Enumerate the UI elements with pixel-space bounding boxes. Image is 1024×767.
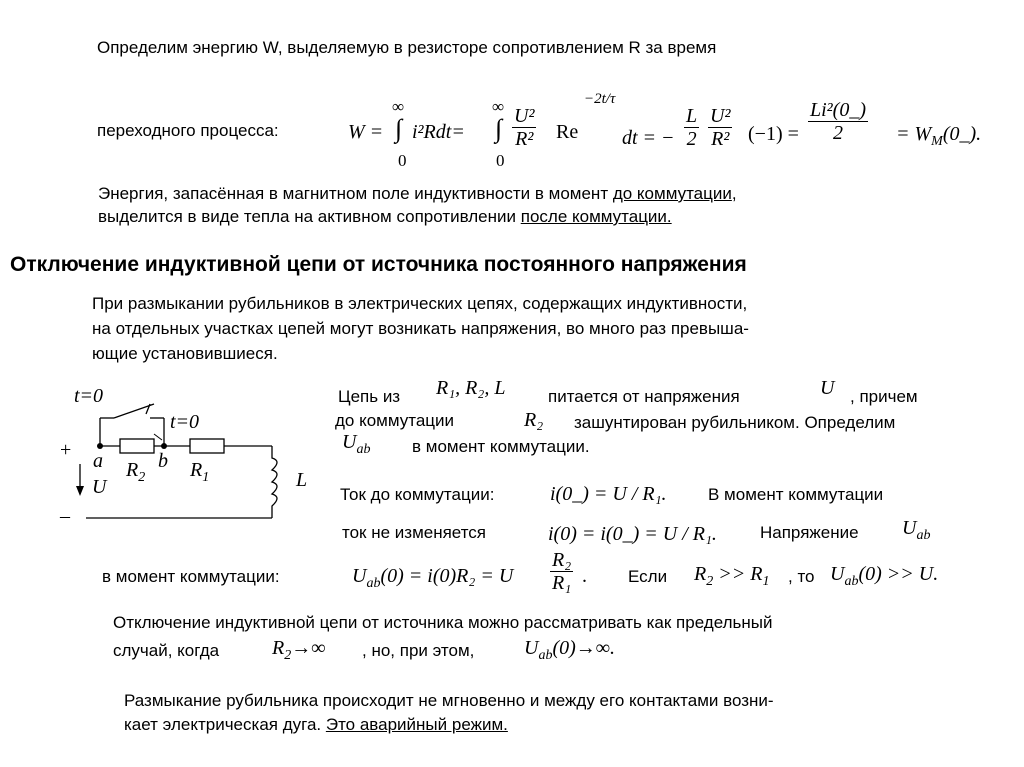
resistor-r2 [120, 439, 154, 453]
node-b-label: b [158, 450, 168, 472]
if-formula: $R_2 >> R_1$ [694, 563, 770, 589]
section-heading: Отключение индуктивной цепи от источника постоянного напряжения [10, 253, 747, 276]
if-label: Если [628, 567, 668, 586]
minus-one-term: (−1) = [748, 123, 799, 145]
para1-line-2: на отдельных участках цепей могут возникать напряжения, во много раз превыша- [92, 319, 749, 338]
limit-r2: $R_2\to\infty$ [272, 637, 326, 663]
integral-upper-2: ∞ [492, 97, 505, 116]
switch2-label: t=0 [170, 411, 200, 433]
moment-end: . [582, 565, 587, 587]
r1-label: $R_1$ [190, 459, 210, 485]
fraction-u2-r2: $\frac{\text{U²}}{\text{R²}}$ [710, 105, 731, 150]
current-unchanged-formula: i(0) = i(0_) = U / R₁. [548, 523, 717, 545]
current-voltage-label: Напряжение [760, 523, 859, 542]
integral-lower-1: 0 [398, 151, 407, 170]
energy-note-line-2: выделится в виде тепла на активном сопротивлении после коммутации. [98, 207, 672, 226]
limit-line-2-a: случай, когда [113, 641, 220, 660]
final-line-1: Размыкание рубильника происходит не мгновенно и между его контактами возни- [124, 691, 774, 710]
limit-uab: $U_{ab}(0)\to\infty$. [524, 637, 616, 663]
moment-fraction: $\frac{\text{R₂}}{\text{R₁}}$ [552, 549, 572, 594]
current-before-label: Ток до коммутации: [340, 485, 495, 504]
integral-sign-1: ∫ [395, 114, 403, 143]
switch2-indicator [154, 434, 162, 440]
current-unchanged-label: ток не изменяется [342, 523, 486, 542]
intro-line-1: Определим энергию W, выделяемую в резисторе сопротивлением R за время [97, 38, 717, 57]
integrand-1: i²Rdt= [412, 121, 465, 143]
formula-lhs: W = [348, 121, 384, 143]
current-voltage-sym: $U_{ab}$ [902, 517, 931, 543]
switch1-blade [114, 404, 154, 418]
desc-l1-formula: R₁, R₂, L [436, 377, 506, 399]
desc-l3-u: $U_{ab}$ [342, 431, 371, 457]
energy-note-line-1: Энергия, запасённая в магнитном поле индуктивности в момент до коммутации, [98, 184, 737, 203]
para1-line-1: При размыкании рубильников в электрических цепях, содержащих индуктивности, [92, 294, 748, 313]
then-formula: $U_{ab}(0) >> U$. [830, 563, 939, 589]
final-line-2: кает электрическая дуга. Это аварийный режим. [124, 715, 508, 734]
r2-label: $R_2$ [126, 459, 146, 485]
desc-l1-c: , причем [850, 387, 918, 406]
inductor-coil [272, 446, 277, 518]
switch1-label: t=0 [74, 385, 104, 407]
desc-l2-a: до коммутации [335, 411, 455, 430]
integrand-2: $\frac{\text{U²}}{\text{R²}}$ [514, 105, 535, 150]
fraction-l-2: $\frac{L}{2}$ [686, 105, 698, 150]
integral-lower-2: 0 [496, 151, 505, 170]
then-label: , то [788, 567, 815, 586]
moment-label: в момент коммутации: [102, 567, 280, 586]
desc-l3-b: в момент коммутации. [412, 437, 590, 456]
integral-sign-2: ∫ [495, 114, 503, 143]
desc-l2-b: зашунтирован рубильником. Определим [574, 413, 896, 432]
node-a-label: a [93, 450, 103, 472]
current-moment-label: В момент коммутации [708, 485, 884, 504]
para1-line-3: ющие установившиеся. [92, 344, 278, 363]
fraction-li2: $\frac{\text{Li²(0\_)}}{2}$ [810, 99, 866, 144]
node-a [97, 443, 103, 449]
intro-line-2: переходного процесса: [97, 121, 279, 140]
voltage-arrow-head [76, 486, 84, 496]
desc-l2-r: R₂ [524, 409, 544, 431]
moment-formula: $U_{ab}(0) = i(0)R_2 = U$ [352, 565, 514, 591]
exp-base: Re [556, 121, 579, 143]
limit-line-1: Отключение индуктивной цепи от источника можно рассматривать как предельный [113, 613, 773, 632]
desc-l1-u: U [820, 377, 835, 399]
desc-l1-b: питается от напряжения [548, 387, 740, 406]
minus-terminal: – [60, 505, 70, 527]
inductor-label: L [296, 469, 308, 491]
source-label: U [92, 476, 107, 498]
plus-terminal: + [60, 439, 72, 461]
dt-term: dt = − [622, 127, 675, 149]
limit-line-2-b: , но, при этом, [362, 641, 475, 660]
node-b [161, 443, 167, 449]
integral-upper-1: ∞ [392, 97, 405, 116]
exp-power: −2t/τ [584, 91, 616, 107]
desc-l1-a: Цепь из [338, 387, 401, 406]
resistor-r1 [190, 439, 224, 453]
result-w: = $W_M(0\_)$. [896, 123, 982, 149]
current-before-formula: i(0_) = U / R₁. [550, 483, 667, 505]
